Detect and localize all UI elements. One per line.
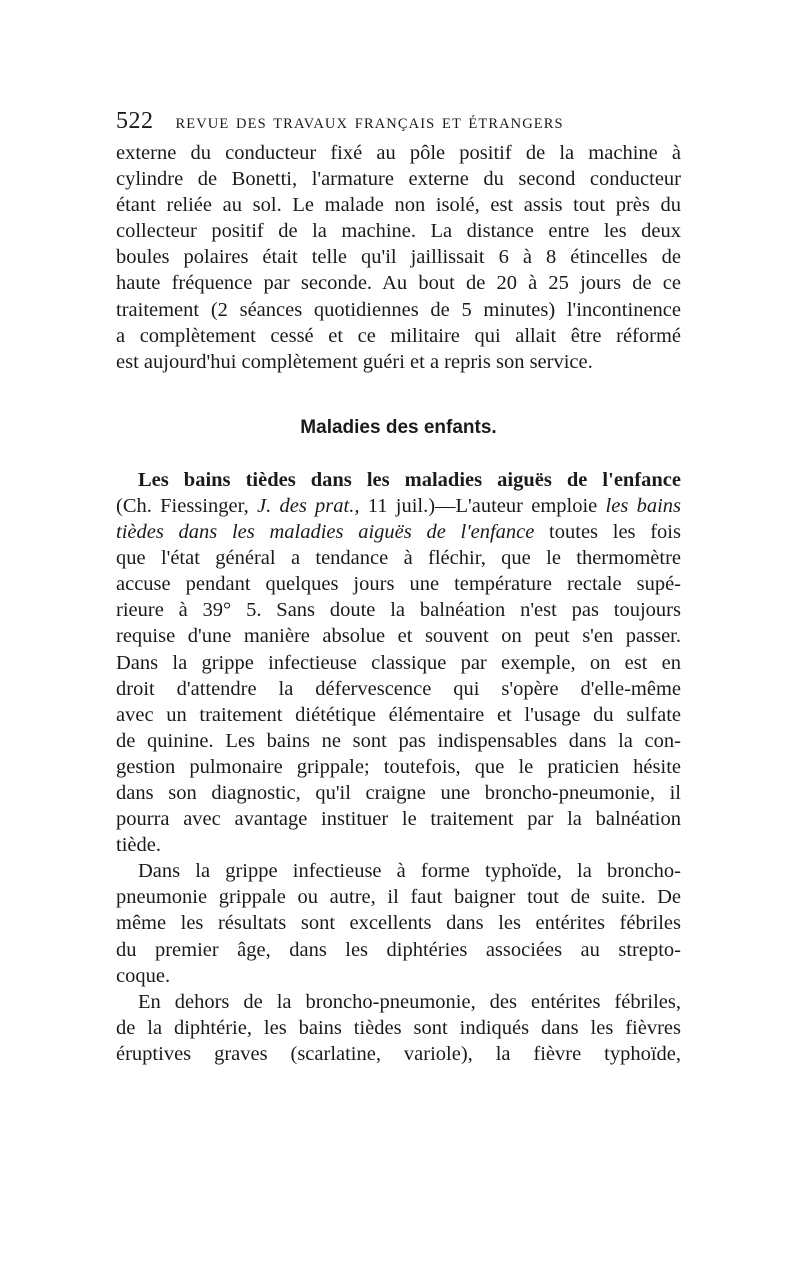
- section-title: Maladies des enfants.: [300, 416, 497, 438]
- text-line: que l'état général a tendance à fléchir, que le thermomètre: [116, 547, 681, 570]
- text-line: rieure à 39° 5. Sans doute la balnéation n'est pas toujours: [116, 599, 681, 622]
- text-line: pneumonie grippale ou autre, il faut baigner tout de suite. De: [116, 886, 681, 909]
- text-line: collecteur positif de la machine. La distance entre les deux: [116, 220, 681, 243]
- text-line: externe du conducteur fixé au pôle positif de la machine à: [116, 142, 681, 164]
- italic-phrase: tièdes dans les maladies aiguës de l'enfance: [116, 521, 535, 544]
- text-line: pourra avec avantage instituer le traitement par la balnéation: [116, 808, 681, 831]
- text-line: coque.: [116, 964, 171, 987]
- text-line: du premier âge, dans les diphtéries associées au strepto-: [116, 938, 681, 961]
- text-line: Dans la grippe infectieuse à forme typhoïde, la broncho-: [138, 860, 681, 883]
- text-line: [116, 493, 681, 519]
- article-title: Les bains tièdes dans les maladies aiguës de l'enfance: [138, 468, 681, 491]
- citation-author: (Ch. Fiessinger,: [116, 494, 257, 517]
- citation-date: 11 juil.)—L'auteur emploie: [359, 494, 606, 517]
- text-fragment: toutes les fois: [534, 521, 681, 544]
- paragraph-continuation: [116, 140, 681, 375]
- text-line: est aujourd'hui complètement guéri et a repris son service.: [116, 350, 593, 373]
- document-page: [116, 108, 681, 1067]
- page-header: [116, 108, 681, 140]
- text-line: gestion pulmonaire grippale; toutefois, que le praticien hésite: [116, 755, 681, 778]
- text-line: haute fréquence par seconde. Au bout de 20 à 25 jours de ce: [116, 272, 681, 295]
- text-line: Dans la grippe infectieuse classique par exemple, on est en: [116, 651, 681, 674]
- journal-name: J. des prat.,: [256, 494, 360, 517]
- text-line: traitement (2 séances quotidiennes de 5 minutes) l'incontinence: [116, 298, 681, 321]
- article-paragraph: [116, 467, 681, 858]
- text-line: éruptives graves (scarlatine, variole), la fièvre typhoïde,: [116, 1042, 681, 1065]
- paragraph: [116, 989, 681, 1067]
- text-line: avec un traitement diététique élémentaire et l'usage du sulfate: [116, 703, 681, 726]
- text-line: tiède.: [116, 834, 161, 857]
- text-line: a complètement cessé et ce militaire qui allait être réformé: [116, 324, 681, 347]
- text-line: étant reliée au sol. Le malade non isolé, est assis tout près du: [116, 194, 681, 217]
- text-line: cylindre de Bonetti, l'armature externe du second conducteur: [116, 168, 681, 191]
- text-line: accuse pendant quelques jours une température rectale supé-: [116, 573, 681, 596]
- text-line: de quinine. Les bains ne sont pas indispensables dans la con-: [116, 729, 681, 752]
- running-head: REVUE DES TRAVAUX FRANÇAIS ET ÉTRANGERS: [175, 116, 564, 132]
- paragraph: [116, 858, 681, 988]
- text-line: dans son diagnostic, qu'il craigne une broncho-pneumonie, il: [116, 781, 681, 804]
- text-line: même les résultats sont excellents dans les entérites fébriles: [116, 912, 681, 935]
- text-line: [116, 467, 681, 493]
- page-number: 522: [116, 108, 154, 134]
- text-line: droit d'attendre la défervescence qui s'opère d'elle-même: [116, 677, 681, 700]
- text-line: boules polaires était telle qu'il jaillissait 6 à 8 étincelles de: [116, 246, 681, 269]
- text-line: [116, 519, 681, 545]
- text-line: En dehors de la broncho-pneumonie, des entérites fébriles,: [138, 990, 681, 1013]
- italic-phrase: les bains: [605, 494, 681, 517]
- text-line: de la diphtérie, les bains tièdes sont indiqués dans les fièvres: [116, 1016, 681, 1039]
- text-line: requise d'une manière absolue et souvent on peut s'en passer.: [116, 625, 681, 648]
